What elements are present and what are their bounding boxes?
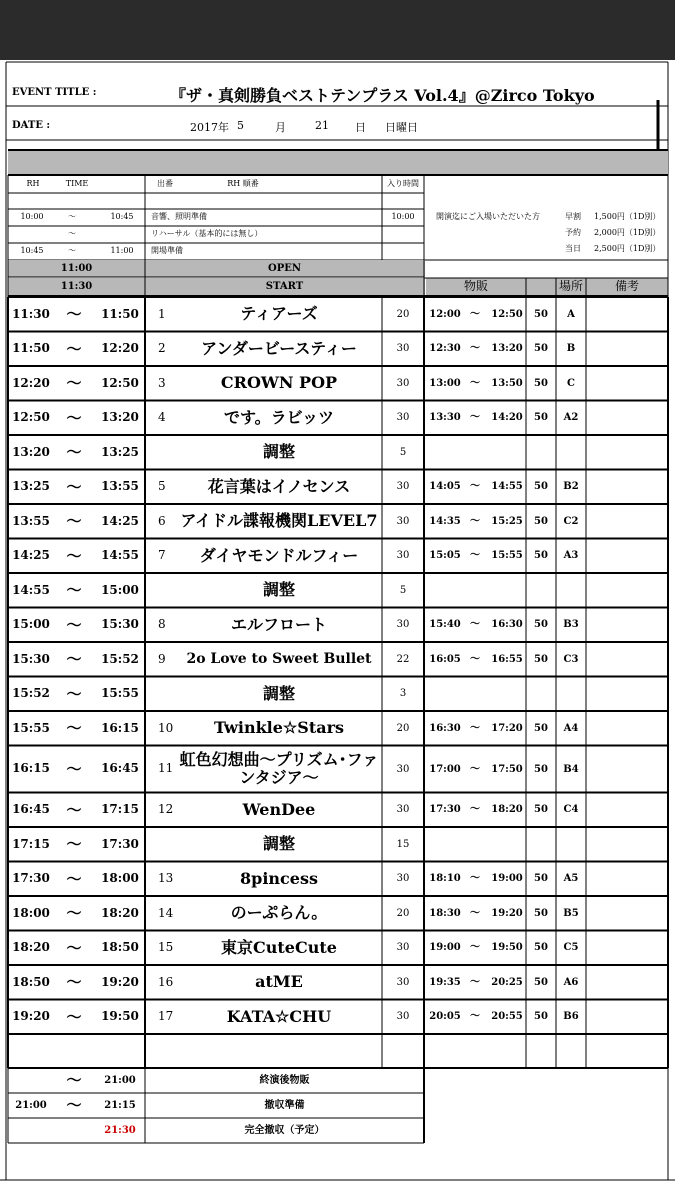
row-duration: 30 xyxy=(396,412,410,424)
date-label: DATE : xyxy=(12,120,51,131)
merch-place: A6 xyxy=(563,976,579,988)
merch-tilde: 〜 xyxy=(470,343,480,355)
row-duration: 30 xyxy=(396,804,410,816)
merch-start: 17:00 xyxy=(429,763,461,775)
row-duration: 15 xyxy=(396,838,410,850)
row-no: 3 xyxy=(158,375,166,390)
merch-end: 16:30 xyxy=(491,619,523,631)
merch-tilde: 〜 xyxy=(470,550,480,562)
merch-start xyxy=(426,573,464,608)
row-no: 1 xyxy=(158,306,166,321)
merch-tilde: 〜 xyxy=(470,619,480,631)
row-no: 11 xyxy=(158,761,174,776)
performer-name: 8pincess xyxy=(240,868,318,888)
row-end: 14:25 xyxy=(101,513,139,528)
date-month: 5 xyxy=(237,119,244,132)
row-duration: 30 xyxy=(396,377,410,389)
row-duration: 30 xyxy=(396,942,410,954)
merch-end: 17:20 xyxy=(491,722,523,734)
row-tilde: 〜 xyxy=(66,869,82,888)
performer-head: 出番 xyxy=(157,179,173,189)
row-no: 7 xyxy=(158,548,166,563)
merch-tilde: 〜 xyxy=(470,412,480,424)
row-no: 17 xyxy=(158,1009,174,1024)
merch-place: B2 xyxy=(563,481,579,493)
merch-minutes: 50 xyxy=(534,412,548,424)
merch-end: 19:00 xyxy=(491,873,523,885)
row-no: 5 xyxy=(158,479,166,494)
merch-place: C5 xyxy=(563,942,579,954)
row-start: 11:30 xyxy=(12,306,50,321)
row-end: 11:50 xyxy=(101,306,139,321)
row-duration: 3 xyxy=(399,688,407,700)
row-end: 17:15 xyxy=(101,802,139,817)
row-tilde: 〜 xyxy=(66,581,82,599)
row-duration xyxy=(382,1034,424,1068)
performer-name: ダイヤモンドルフィー xyxy=(199,545,359,565)
date-weekday: 日曜日 xyxy=(385,121,418,134)
row-tilde: 〜 xyxy=(66,443,82,461)
rh-order-head: RH 順番 xyxy=(227,179,259,189)
merch-start: 17:30 xyxy=(429,804,461,816)
merch-place: B4 xyxy=(563,763,579,775)
notes-head: 備考 xyxy=(614,278,639,293)
footer-start xyxy=(8,1118,54,1143)
performer-name: 東京CuteCute xyxy=(221,937,337,957)
rh-label: リハーサル（基本的には無し） xyxy=(151,228,263,238)
merch-head: 物販 xyxy=(463,278,488,293)
merch-start: 13:30 xyxy=(429,412,461,424)
row-start: 17:30 xyxy=(12,871,50,886)
merch-end xyxy=(488,573,526,608)
merch-minutes xyxy=(526,1034,556,1068)
row-tilde xyxy=(60,1034,88,1068)
entry-time-head: 入り時間 xyxy=(387,179,419,189)
merch-place xyxy=(556,573,586,608)
row-no: 10 xyxy=(158,720,174,735)
merch-minutes: 50 xyxy=(534,619,548,631)
row-no xyxy=(152,435,176,470)
row-start: 18:20 xyxy=(12,940,50,955)
footer-tilde: 〜 xyxy=(66,1071,82,1090)
rh-start xyxy=(14,226,50,242)
merch-place: B5 xyxy=(563,907,579,919)
merch-start: 20:05 xyxy=(429,1011,461,1023)
row-end xyxy=(95,1034,145,1068)
row-end: 16:15 xyxy=(101,720,139,735)
merch-minutes: 50 xyxy=(534,515,548,527)
merch-minutes: 50 xyxy=(534,976,548,988)
merch-minutes: 50 xyxy=(534,308,548,320)
performer-name: WenDee xyxy=(242,799,316,819)
open-time: 11:00 xyxy=(60,263,93,274)
rh-start: 10:00 xyxy=(20,211,44,221)
footer-start: 21:00 xyxy=(15,1100,47,1111)
row-no: 16 xyxy=(158,974,174,989)
date-year: 2017年 xyxy=(190,121,229,134)
ticket-name: 当日 xyxy=(565,243,581,253)
merch-place: C3 xyxy=(563,653,579,665)
row-start: 11:50 xyxy=(12,341,50,356)
merch-start xyxy=(426,677,464,712)
merch-tilde xyxy=(462,435,488,470)
merch-minutes: 50 xyxy=(534,942,548,954)
row-tilde: 〜 xyxy=(66,615,82,634)
place-head: 場所 xyxy=(558,278,583,293)
row-end: 18:00 xyxy=(101,871,139,886)
entry-note: 開演迄にご入場いただいた方 xyxy=(436,211,540,221)
row-start: 15:30 xyxy=(12,651,50,666)
row-tilde: 〜 xyxy=(66,339,82,358)
row-tilde: 〜 xyxy=(66,408,82,427)
rh-label: 音響、照明準備 xyxy=(151,211,207,221)
merch-tilde: 〜 xyxy=(470,763,480,775)
row-start: 12:50 xyxy=(12,410,50,425)
performer-name: 虹色幻想曲〜プリズム･ファンタジア〜 xyxy=(179,750,379,787)
merch-start: 19:00 xyxy=(429,942,461,954)
merch-minutes: 50 xyxy=(534,1011,548,1023)
merch-start: 13:00 xyxy=(429,377,461,389)
merch-place xyxy=(556,827,586,862)
row-no xyxy=(152,573,176,608)
rh-entry xyxy=(382,226,424,242)
merch-start: 18:10 xyxy=(429,873,461,885)
row-no: 6 xyxy=(158,513,166,528)
row-start: 18:00 xyxy=(12,905,50,920)
performer-name: です。ラビッツ xyxy=(223,407,335,427)
row-end: 13:20 xyxy=(101,410,139,425)
footer-end: 21:00 xyxy=(104,1075,136,1086)
ticket-name: 予約 xyxy=(565,227,581,237)
merch-end: 18:20 xyxy=(491,804,523,816)
row-start: 16:45 xyxy=(12,802,50,817)
start-label: START xyxy=(265,281,304,292)
merch-minutes xyxy=(526,435,556,470)
row-no xyxy=(152,827,176,862)
row-end: 13:25 xyxy=(101,444,139,459)
merch-tilde: 〜 xyxy=(470,515,480,527)
performer-name: エルフロート xyxy=(230,614,327,634)
merch-minutes xyxy=(526,573,556,608)
merch-start: 12:00 xyxy=(429,308,461,320)
merch-end: 15:25 xyxy=(491,515,523,527)
event-title: 『ザ・真剣勝負ベストテンプラス Vol.4』@Zirco Tokyo xyxy=(170,86,595,105)
row-start: 15:52 xyxy=(12,686,50,701)
row-end: 17:30 xyxy=(101,836,139,851)
ticket-price: 2,500円（1D別） xyxy=(594,243,661,253)
performer-name: アイドル諜報機関LEVEL7 xyxy=(180,511,378,531)
merch-end xyxy=(488,1034,526,1068)
merch-place: A xyxy=(567,308,575,320)
performer-name: ティアーズ xyxy=(240,304,318,324)
row-end: 19:20 xyxy=(101,974,139,989)
merch-place: A5 xyxy=(563,873,579,885)
footer-end: 21:15 xyxy=(104,1100,136,1111)
row-no xyxy=(152,1034,176,1068)
rh-end: 10:45 xyxy=(110,211,134,221)
row-start: 18:50 xyxy=(12,974,50,989)
merch-place: B3 xyxy=(563,619,579,631)
merch-start: 19:35 xyxy=(429,976,461,988)
row-duration: 20 xyxy=(396,907,410,919)
start-time: 11:30 xyxy=(60,281,93,292)
row-duration: 22 xyxy=(396,653,410,665)
row-tilde: 〜 xyxy=(66,904,82,922)
merch-start: 16:30 xyxy=(429,722,461,734)
merch-minutes xyxy=(526,677,556,712)
row-start: 17:15 xyxy=(12,836,50,851)
merch-place: C xyxy=(567,377,575,389)
row-end: 18:50 xyxy=(101,940,139,955)
merch-tilde: 〜 xyxy=(470,907,480,919)
performer-name: 2o Love to Sweet Bullet xyxy=(186,650,372,667)
ticket-name: 早割 xyxy=(565,211,581,221)
merch-tilde: 〜 xyxy=(470,873,480,885)
row-end: 15:52 xyxy=(101,651,139,666)
performer-name xyxy=(178,1034,380,1068)
footer-end: 21:30 xyxy=(104,1125,136,1136)
row-no xyxy=(152,677,176,712)
row-tilde: 〜 xyxy=(66,512,82,530)
performer-name: 花言葉はイノセンス xyxy=(207,476,351,496)
row-duration: 30 xyxy=(396,763,410,775)
adjustment-label: 調整 xyxy=(262,834,295,854)
row-tilde: 〜 xyxy=(66,800,82,819)
date-month-unit: 月 xyxy=(275,121,286,134)
row-end: 12:20 xyxy=(101,341,139,356)
merch-start xyxy=(426,827,464,862)
row-duration: 30 xyxy=(396,343,410,355)
rh-tilde: 〜 xyxy=(68,228,76,238)
row-start: 14:25 xyxy=(12,548,50,563)
merch-end: 20:25 xyxy=(491,976,523,988)
rh-end: 11:00 xyxy=(110,245,134,255)
row-no: 4 xyxy=(158,410,166,425)
row-end: 12:50 xyxy=(101,375,139,390)
merch-end xyxy=(488,827,526,862)
performer-name: Twinkle☆Stars xyxy=(213,718,345,738)
adjustment-label: 調整 xyxy=(262,442,295,462)
merch-minutes: 50 xyxy=(534,722,548,734)
merch-tilde: 〜 xyxy=(470,942,480,954)
row-duration: 30 xyxy=(396,481,410,493)
date-day: 21 xyxy=(315,119,329,132)
rh-entry: 10:00 xyxy=(391,211,415,221)
adjustment-label: 調整 xyxy=(262,683,295,703)
row-tilde: 〜 xyxy=(66,546,82,565)
merch-minutes: 50 xyxy=(534,343,548,355)
row-end: 15:55 xyxy=(101,686,139,701)
row-start: 13:25 xyxy=(12,479,50,494)
merch-start xyxy=(426,435,464,470)
row-duration: 30 xyxy=(396,515,410,527)
merch-tilde: 〜 xyxy=(470,1011,480,1023)
merch-place: A2 xyxy=(563,412,579,424)
row-no: 12 xyxy=(158,802,174,817)
merch-end: 12:50 xyxy=(491,308,523,320)
merch-minutes: 50 xyxy=(534,653,548,665)
rh-entry xyxy=(382,243,424,259)
merch-end: 16:55 xyxy=(491,653,523,665)
row-start: 13:55 xyxy=(12,513,50,528)
merch-end xyxy=(488,435,526,470)
merch-end xyxy=(488,677,526,712)
merch-tilde: 〜 xyxy=(470,804,480,816)
row-end: 18:20 xyxy=(101,905,139,920)
row-start: 15:00 xyxy=(12,617,50,632)
row-no: 15 xyxy=(158,940,174,955)
merch-minutes: 50 xyxy=(534,550,548,562)
timetable-band xyxy=(8,150,668,175)
performer-name: のーぷらん。 xyxy=(230,903,328,923)
merch-tilde: 〜 xyxy=(470,308,480,320)
merch-tilde: 〜 xyxy=(470,976,480,988)
row-tilde: 〜 xyxy=(66,650,82,668)
merch-place: B6 xyxy=(563,1011,579,1023)
merch-place: B xyxy=(566,343,576,355)
row-duration: 30 xyxy=(396,550,410,562)
ticket-price: 2,000円（1D別） xyxy=(594,227,661,237)
merch-minutes: 50 xyxy=(534,481,548,493)
merch-tilde: 〜 xyxy=(470,377,480,389)
row-end: 13:55 xyxy=(101,479,139,494)
merch-place xyxy=(556,677,586,712)
merch-end: 20:55 xyxy=(491,1011,523,1023)
rh-end xyxy=(104,226,140,242)
merch-place: A3 xyxy=(563,550,579,562)
row-duration: 30 xyxy=(396,1011,410,1023)
rh-tilde: 〜 xyxy=(68,211,76,221)
date-day-unit: 日 xyxy=(355,121,366,134)
merch-start: 15:40 xyxy=(429,619,461,631)
merch-start: 18:30 xyxy=(429,907,461,919)
merch-start: 14:35 xyxy=(429,515,461,527)
merch-place: C4 xyxy=(563,804,579,816)
row-tilde: 〜 xyxy=(66,759,82,778)
merch-tilde: 〜 xyxy=(470,653,480,665)
row-duration: 5 xyxy=(399,584,407,596)
row-tilde: 〜 xyxy=(66,1007,82,1026)
merch-tilde xyxy=(462,677,488,712)
merch-place: C2 xyxy=(563,515,579,527)
row-start: 15:55 xyxy=(12,720,50,735)
merch-minutes xyxy=(526,827,556,862)
rh-label: 開場準備 xyxy=(151,245,183,255)
merch-tilde: 〜 xyxy=(470,722,480,734)
merch-tilde xyxy=(462,827,488,862)
row-no: 13 xyxy=(158,871,174,886)
row-start: 13:20 xyxy=(12,444,50,459)
merch-end: 13:20 xyxy=(491,343,523,355)
merch-end: 15:55 xyxy=(491,550,523,562)
row-start xyxy=(8,1034,54,1068)
merch-tilde xyxy=(462,1034,488,1068)
merch-tilde xyxy=(462,573,488,608)
merch-minutes: 50 xyxy=(534,873,548,885)
time-head: TIME xyxy=(65,179,89,189)
merch-minutes: 50 xyxy=(534,907,548,919)
merch-start xyxy=(426,1034,464,1068)
merch-place: A4 xyxy=(563,722,579,734)
merch-end: 14:55 xyxy=(491,481,523,493)
rh-start: 10:45 xyxy=(20,245,44,255)
merch-place xyxy=(556,435,586,470)
footer-label: 撤収準備 xyxy=(264,1100,305,1111)
row-duration: 30 xyxy=(396,976,410,988)
row-end: 19:50 xyxy=(101,1009,139,1024)
row-end: 16:45 xyxy=(101,761,139,776)
row-no: 9 xyxy=(158,651,166,666)
footer-label: 完全撤収（予定） xyxy=(244,1125,325,1136)
footer-start xyxy=(8,1068,54,1093)
row-end: 15:00 xyxy=(101,582,139,597)
footer-tilde: 〜 xyxy=(66,1096,82,1115)
ticket-price: 1,500円（1D別） xyxy=(594,211,661,221)
row-start: 14:55 xyxy=(12,582,50,597)
row-tilde: 〜 xyxy=(66,477,82,496)
performer-name: CROWN POP xyxy=(220,373,338,393)
merch-end: 19:50 xyxy=(491,942,523,954)
row-start: 16:15 xyxy=(12,761,50,776)
row-tilde: 〜 xyxy=(66,938,82,957)
event-title-label: EVENT TITLE : xyxy=(12,87,97,98)
rh-tilde: 〜 xyxy=(68,245,76,255)
row-no: 8 xyxy=(158,617,166,632)
adjustment-label: 調整 xyxy=(262,580,295,600)
performer-name: KATA☆CHU xyxy=(226,1006,332,1026)
row-tilde: 〜 xyxy=(66,835,82,853)
merch-end: 19:20 xyxy=(491,907,523,919)
row-tilde: 〜 xyxy=(66,973,82,991)
row-start: 19:20 xyxy=(12,1009,50,1024)
row-start: 12:20 xyxy=(12,375,50,390)
row-duration: 20 xyxy=(396,722,410,734)
row-tilde: 〜 xyxy=(66,374,82,392)
row-tilde: 〜 xyxy=(66,719,82,737)
performer-name: アンダービースティー xyxy=(201,338,357,358)
row-tilde: 〜 xyxy=(66,305,82,323)
row-duration: 20 xyxy=(396,308,410,320)
merch-minutes: 50 xyxy=(534,763,548,775)
row-no: 14 xyxy=(158,905,174,920)
merch-minutes: 50 xyxy=(534,377,548,389)
merch-minutes: 50 xyxy=(534,804,548,816)
row-tilde: 〜 xyxy=(66,684,82,703)
open-label: OPEN xyxy=(268,263,301,274)
merch-tilde: 〜 xyxy=(470,481,480,493)
row-end: 14:55 xyxy=(101,548,139,563)
merch-end: 13:50 xyxy=(491,377,523,389)
rh-head: RH xyxy=(26,179,40,189)
row-duration: 30 xyxy=(396,619,410,631)
merch-start: 12:30 xyxy=(429,343,461,355)
merch-end: 14:20 xyxy=(491,412,523,424)
row-no: 2 xyxy=(158,341,166,356)
row-duration: 5 xyxy=(399,446,407,458)
footer-label: 終演後物販 xyxy=(259,1075,310,1086)
merch-place xyxy=(556,1034,586,1068)
merch-start: 15:05 xyxy=(429,550,461,562)
row-duration: 30 xyxy=(396,873,410,885)
row-end: 15:30 xyxy=(101,617,139,632)
merch-start: 16:05 xyxy=(429,653,461,665)
merch-start: 14:05 xyxy=(429,481,461,493)
performer-name: atME xyxy=(255,972,303,992)
merch-end: 17:50 xyxy=(491,763,523,775)
footer-tilde xyxy=(60,1118,88,1143)
